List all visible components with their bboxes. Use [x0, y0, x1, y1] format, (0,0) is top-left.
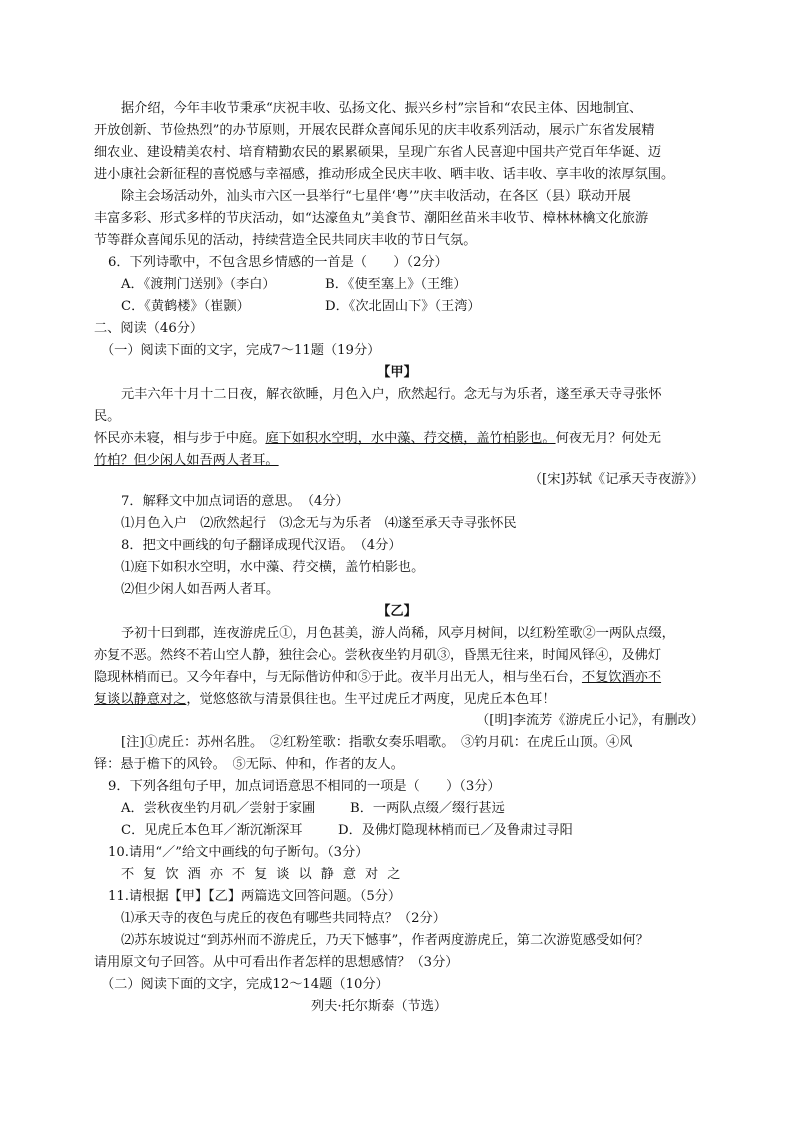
- yi-line4-tail: ，觉悠悠欲与清景俱往也。生平过虎丘才两度，见虎丘本色耳！: [186, 692, 556, 707]
- yi-note-line1: [注]①虎丘：苏州名胜。 ②红粉笙歌：指歌女奏乐唱歌。 ③钓月矶：在虎丘山顶。④风: [121, 735, 633, 750]
- question-9-stem: 9．下列各组句子甲，加点词语意思不相同的一项是（ ）（3分）: [108, 779, 501, 794]
- jia-line4: [94, 450, 279, 472]
- jia-line3-plain: 怀民亦未寝，相与步于中庭。: [94, 431, 266, 446]
- question-11-sub-2-line1: ⑵苏东坡说过“到苏州而不游虎丘，乃天下憾事”，作者两度游虎丘，第二次游览感受如何？: [121, 933, 649, 948]
- question-11-sub-1: ⑴承天寺的夜色与虎丘的夜色有哪些共同特点？（2分）: [121, 911, 446, 926]
- yi-line3: [94, 667, 661, 689]
- jia-line1: 元丰六年十月十二日夜，解衣欲睡，月色入户，欣然起行。念无与为乐者，遂至承天寺寻张怀: [121, 387, 662, 402]
- question-11-stem: 11.请根据【甲】【乙】两篇选文回答问题。（5分）: [108, 889, 402, 904]
- question-9-option-d: D．及佛灯隐现林梢而已／及鲁肃过寻阳: [338, 823, 573, 838]
- passage-p1-line3: 细农业、建设精美农村、培育精勤农民的累累硕果，呈现广东省人民喜迎中国共产党百年华诞、迈: [94, 145, 662, 160]
- question-6-option-c: C．《黄鹤楼》（崔颢）: [121, 299, 250, 314]
- jia-underlined-sentence-1: 庭下如积水空明，水中藻、荇交横，盖竹柏影也。: [265, 431, 556, 446]
- jia-underlined-sentence-2: 竹柏？但少闲人如吾两人者耳。: [94, 453, 279, 468]
- yi-line2: 亦复不恶。然终不若山空人静，独往会心。尝秋夜坐钓月矶③，昏黑无往来，时闻风铎④，及佛灯: [94, 648, 662, 663]
- jia-line3-tail: 何夜无月？何处无: [555, 431, 662, 446]
- passage-p1-line4: 进小康社会新征程的喜悦感与幸福感，推动形成全民庆丰收、晒丰收、话丰收、享丰收的浓厚氛围。: [94, 167, 675, 182]
- yi-note-line2: 铎：悬于檐下的风铃。 ⑤无际、仲和，作者的友人。: [94, 757, 404, 772]
- question-10-stem: 10.请用“／”给文中画线的句子断句。（3分）: [108, 845, 369, 860]
- question-8-stem: 8．把文中画线的句子翻译成现代汉语。 （4分）: [121, 538, 402, 553]
- jia-line2: 民。: [94, 409, 121, 424]
- yi-line4: [94, 689, 556, 711]
- part-2-intro: （二）阅读下面的文字，完成12～14题（10分）: [101, 977, 389, 992]
- question-6-stem: 6．下列诗歌中，不包含思乡情感的一首是（ ）（2分）: [108, 255, 448, 270]
- question-6-option-d: D．《次北固山下》（王湾）: [325, 299, 481, 314]
- jia-source: （[宋]苏轼《记承天寺夜游》）: [528, 472, 704, 487]
- passage-p1-line1: 据介绍，今年丰收节秉承“庆祝丰收、弘扬文化、振兴乡村”宗旨和“农民主体、因地制宜、: [121, 101, 643, 116]
- question-6-option-a: A．《渡荆门送别》（李白）: [121, 277, 276, 292]
- yi-underlined-part-2: 复谈以静意对之: [94, 692, 187, 707]
- question-9-option-a: A．尝秋夜坐钓月矶／尝射于家圃: [121, 801, 316, 816]
- section-2-heading: 二、阅读（46分）: [94, 321, 204, 336]
- question-11-sub-2-line2: 请用原文句子回答。从中可看出作者怎样的思想感情？（3分）: [94, 955, 459, 970]
- passage-p2-line3: 节等群众喜闻乐见的活动，持续营造全民共同庆丰收的节日气氛。: [94, 233, 477, 248]
- yi-title: 【乙】: [377, 604, 417, 619]
- question-6-option-b: B．《使至塞上》（王维）: [325, 277, 467, 292]
- question-8-sentence-1: ⑴庭下如积水空明，水中藻、荇交横，盖竹柏影也。: [121, 560, 425, 575]
- yi-source: （[明]李流芳《游虎丘小记》，有删改）: [476, 713, 704, 728]
- question-9-option-c: C．见虎丘本色耳／渐沉渐深耳: [121, 823, 303, 838]
- jia-line3: [94, 428, 661, 450]
- jia-title: 【甲】: [377, 365, 417, 380]
- question-8-sentence-2: ⑵但少闲人如吾两人者耳。: [121, 582, 280, 597]
- question-9-option-b: B．一两队点缀／缀行甚远: [350, 801, 505, 816]
- yi-line3-plain: 隐现林梢而已。又今年春中，与无际偕访仲和⑤于此。夜半月出无人，相与坐石台，: [94, 670, 582, 685]
- passage-p2-line2: 丰富多彩、形式多样的节庆活动，如“达濠鱼丸”美食节、潮阳丝苗米丰收节、樟林林檎文化旅游: [94, 211, 649, 226]
- question-7-stem: 7．解释文中加点词语的意思。 （4分）: [121, 494, 349, 509]
- yi-line1: 予初十曰到郡，连夜游虎丘①，月色甚美，游人尚稀，风亭月树间，以红粉笙歌②一两队点缀，: [121, 626, 675, 641]
- yi-underlined-part-1: 不复饮酒亦不: [581, 670, 662, 685]
- passage-p1-line2: 开放创新、节俭热烈”的办节原则，开展农民群众喜闻乐见的庆丰收系列活动，展示广东省发展精: [94, 123, 655, 138]
- question-7-items: ⑴月色入户 ⑵欣然起行 ⑶念无与为乐者 ⑷遂至承天寺寻张怀民: [121, 516, 517, 531]
- part-1-intro: （一）阅读下面的文字，完成7～11题（19分）: [101, 343, 381, 358]
- passage-p2-line1: 除主会场活动外，汕头市六区一县举行“七星伴‘粤’”庆丰收活动，在各区（县）联动开展: [121, 189, 631, 204]
- question-10-sentence: 不复饮酒亦不复谈以静意对之: [121, 867, 410, 882]
- part-2-title: 列夫·托尔斯泰（节选）: [311, 999, 448, 1014]
